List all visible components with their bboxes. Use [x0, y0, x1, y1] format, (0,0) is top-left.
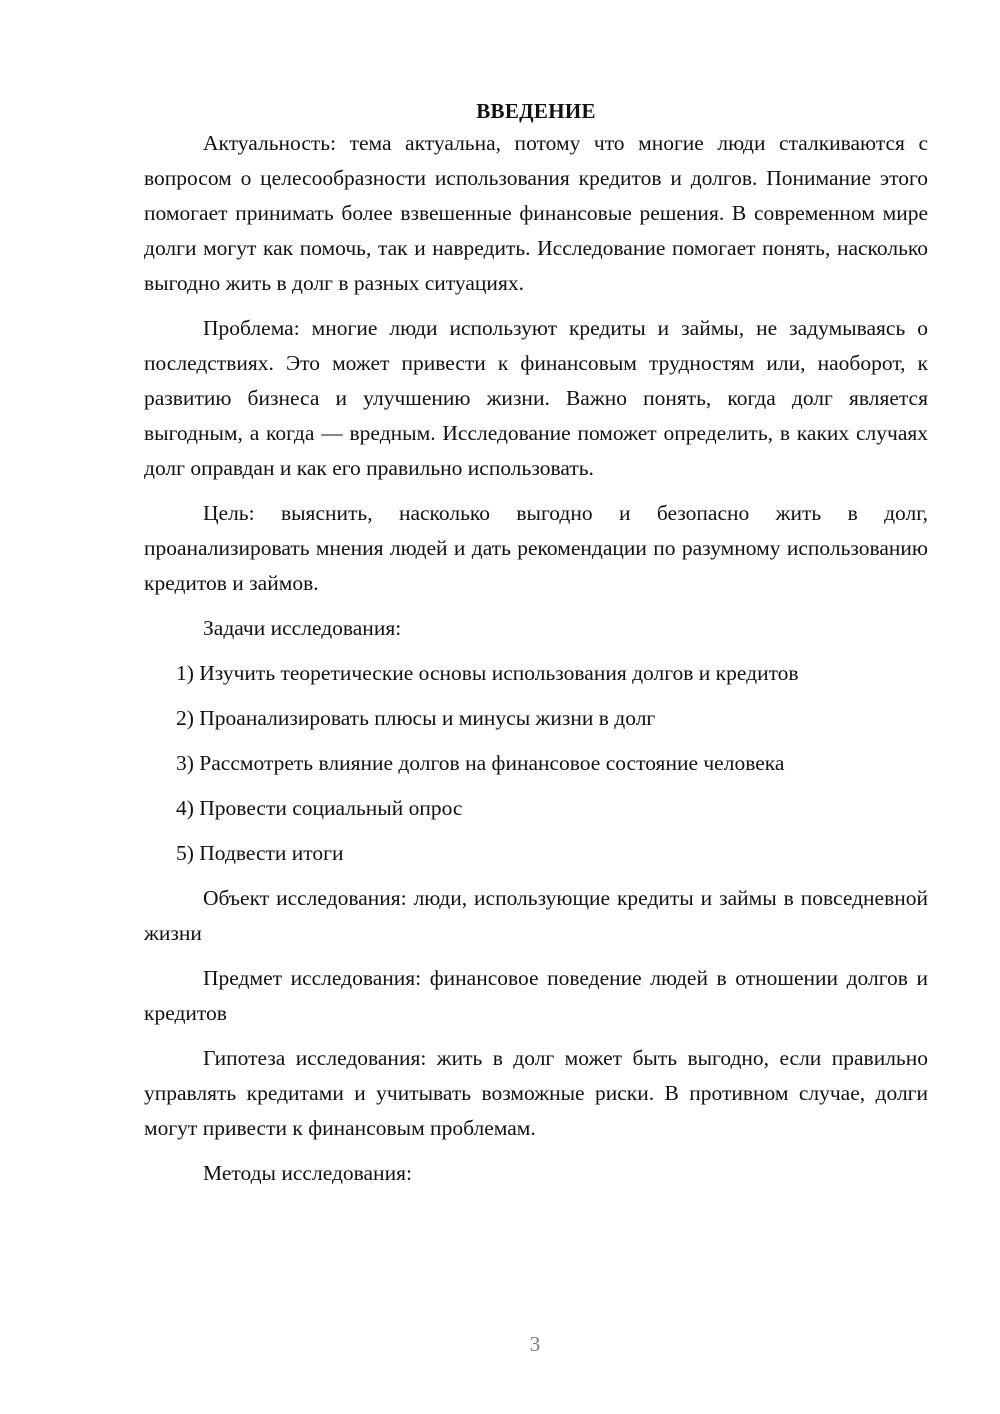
task-item: 5) Подвести итоги: [176, 841, 344, 865]
task-item: 2) Проанализировать плюсы и минусы жизни в долг: [176, 706, 656, 730]
subject-paragraph: Предмет исследования: финансовое поведение людей в отношении долгов и кредитов: [144, 966, 928, 1025]
page-number: 3: [529, 1332, 541, 1356]
document-page: [144, 94, 928, 1201]
problem-paragraph: Проблема: многие люди используют кредиты и займы, не задумываясь о последствиях. Это может привести к финансовым трудностям или, наоборот, к развитию бизнеса и улучшению жизни. Важно понять, когда долг является выгодным, а когда — вредным. Исследование поможет определить, в каких случаях долг оправдан и как его правильно использовать.: [144, 316, 928, 480]
methods-label: Методы исследования:: [203, 1161, 412, 1185]
goal-paragraph: Цель: выяснить, насколько выгодно и безопасно жить в долг, проанализировать мнения людей и дать рекомендации по разумному использованию кредитов и займов.: [144, 501, 928, 595]
task-item: 3) Рассмотреть влияние долгов на финансовое состояние человека: [176, 751, 785, 775]
task-item: 4) Провести социальный опрос: [176, 796, 463, 820]
hypothesis-paragraph: Гипотеза исследования: жить в долг может быть выгодно, если правильно управлять кредитами и учитывать возможные риски. В противном случае, долги могут привести к финансовым проблемам.: [144, 1046, 928, 1140]
task-item: 1) Изучить теоретические основы использования долгов и кредитов: [176, 661, 799, 685]
tasks-list: [144, 656, 928, 871]
tasks-label: Задачи исследования:: [203, 616, 402, 640]
page-title: ВВЕДЕНИЕ: [476, 99, 596, 123]
relevance-paragraph: Актуальность: тема актуальна, потому что многие люди сталкиваются с вопросом о целесообразности использования кредитов и долгов. Понимание этого помогает принимать более взвешенные финансовые решения. В современном мире долги могут как помочь, так и навредить. Исследование помогает понять, насколько выгодно жить в долг в разных ситуациях.: [144, 131, 928, 295]
object-paragraph: Объект исследования: люди, использующие кредиты и займы в повседневной жизни: [144, 886, 928, 945]
